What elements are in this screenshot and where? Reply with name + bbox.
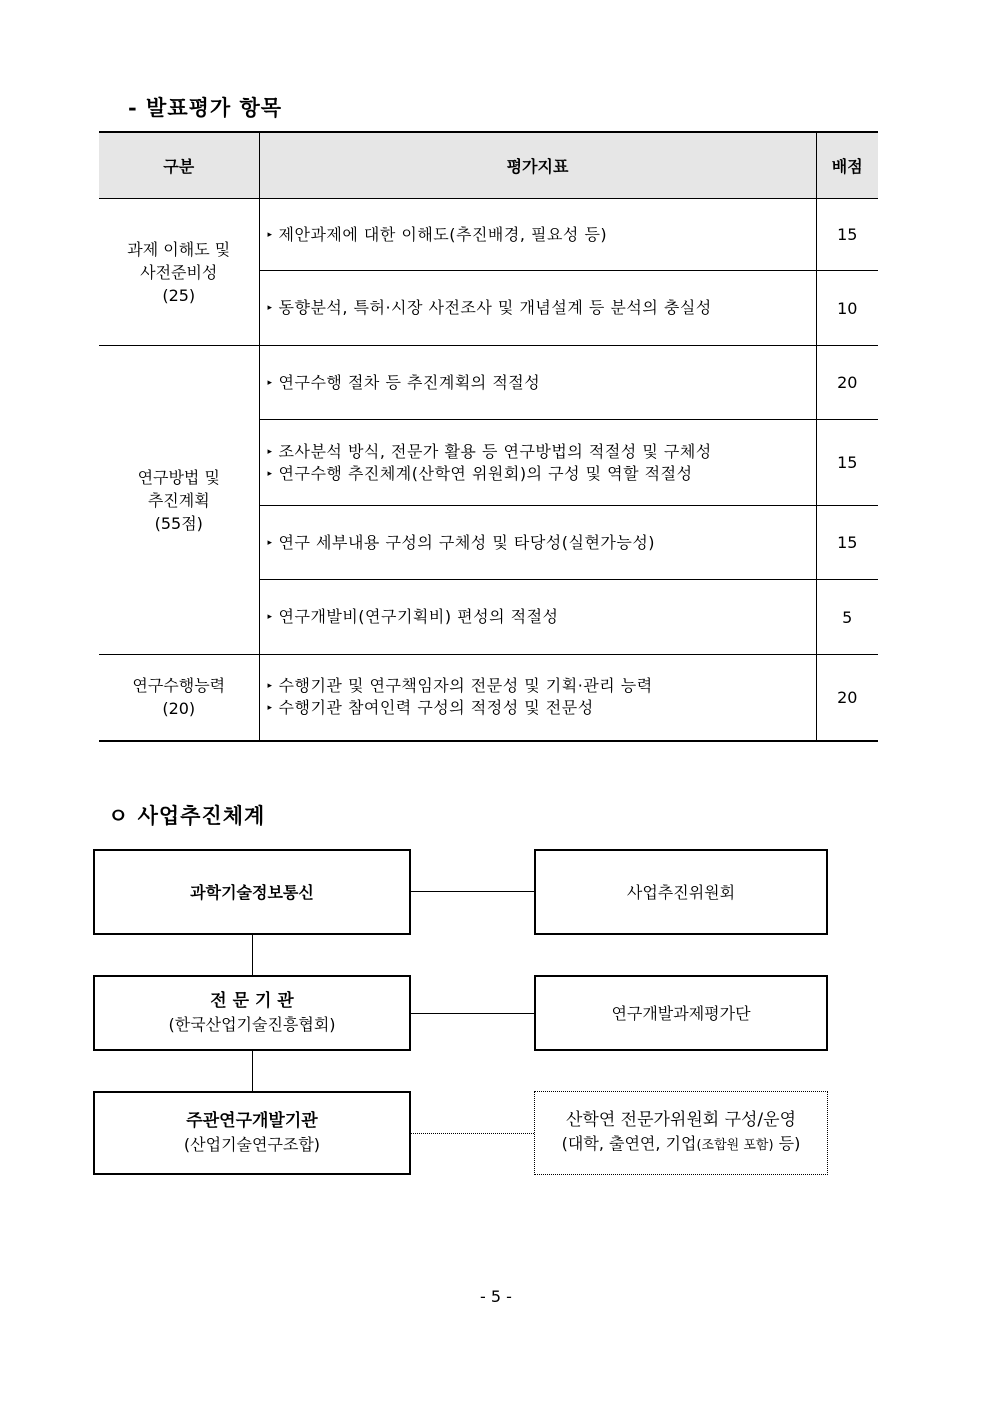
indicator-cell <box>259 346 816 420</box>
indicator-item <box>268 675 816 697</box>
section-title-org-structure: ㅇ 사업추진체계 <box>108 803 266 828</box>
indicator-text: 연구 세부내용 구성의 구체성 및 타당성(실현가능성) <box>278 532 656 552</box>
indicator-text: 수행기관 및 연구책임자의 전문성 및 기획·관리 능력 <box>278 676 653 696</box>
indicator-text: 연구수행 절차 등 추진계획의 적절성 <box>278 372 541 392</box>
category-text: (55점) <box>154 513 203 533</box>
box-committee-label: 사업추진위원회 <box>626 882 736 902</box>
expert-sub-text: 등) <box>773 1134 801 1153</box>
box-expert-committee <box>534 1091 828 1175</box>
box-lead-title: 주관연구개발기관 <box>186 1111 318 1131</box>
indicator-item <box>268 463 816 485</box>
indicator-cell <box>259 271 816 346</box>
indicator-item <box>268 441 816 463</box>
category-text: 과제 이해도 및 <box>127 239 231 259</box>
category-text: (25) <box>162 285 196 305</box>
table-row <box>99 346 878 420</box>
bullet-icon: ▸ <box>267 612 273 622</box>
indicator-item <box>268 297 816 319</box>
category-cell <box>99 346 259 655</box>
connector-line <box>252 1050 253 1092</box>
indicator-item <box>268 532 816 554</box>
category-cell <box>99 199 259 346</box>
score-cell: 15 <box>816 199 878 271</box>
indicator-item <box>268 606 816 628</box>
indicator-text: 연구수행 추진체계(산학연 위원회)의 구성 및 역할 적절성 <box>278 463 693 483</box>
bullet-icon: ▸ <box>267 468 273 479</box>
indicator-item <box>268 697 816 719</box>
connector-dotted-line <box>410 1133 534 1134</box>
indicator-cell <box>259 506 816 580</box>
indicator-text: 연구개발비(연구기획비) 편성의 적절성 <box>278 607 559 626</box>
indicator-text: 제안과제에 대한 이해도(추진배경, 필요성 등) <box>278 224 608 244</box>
evaluation-table <box>99 131 878 742</box>
indicator-cell <box>259 655 816 741</box>
bullet-icon: ▸ <box>267 703 273 714</box>
header-score: 배점 <box>816 132 878 199</box>
category-text: 연구수행능력 <box>132 676 226 696</box>
table-header-row <box>99 132 878 199</box>
score-cell: 5 <box>816 580 878 655</box>
indicator-cell <box>259 199 816 271</box>
indicator-text: 수행기관 참여인력 구성의 적정성 및 전문성 <box>278 698 594 718</box>
indicator-text: 조사분석 방식, 전문가 활용 등 연구방법의 적절성 및 구체성 <box>278 441 712 461</box>
box-lead-org <box>93 1091 411 1175</box>
box-eval-group-label: 연구개발과제평가단 <box>611 1003 751 1023</box>
box-agency <box>93 975 411 1051</box>
table-row <box>99 655 878 741</box>
indicator-item <box>268 224 816 246</box>
category-text: 연구방법 및 <box>137 467 220 487</box>
box-ministry <box>93 849 411 935</box>
box-expert-title: 산학연 전문가위원회 구성/운영 <box>565 1110 797 1130</box>
bullet-icon: ▸ <box>267 377 273 388</box>
indicator-cell <box>259 580 816 655</box>
header-indicator: 평가지표 <box>259 132 816 199</box>
score-cell: 10 <box>816 271 878 346</box>
connector-line <box>252 934 253 976</box>
expert-sub-text: (대학, 출연연, 기업 <box>561 1134 697 1153</box>
score-cell: 15 <box>816 506 878 580</box>
bullet-icon: ▸ <box>267 537 273 548</box>
box-expert-sub <box>562 1132 801 1157</box>
box-agency-sub: (한국산업기술진흥협회) <box>168 1015 336 1034</box>
box-committee <box>534 849 828 935</box>
box-ministry-label: 과학기술정보통신 <box>190 882 314 902</box>
category-text: 사전준비성 <box>140 262 218 282</box>
score-cell: 20 <box>816 655 878 741</box>
section-title-presentation-eval: - 발표평가 항목 <box>128 95 283 120</box>
indicator-text: 동향분석, 특허·시장 사전조사 및 개념설계 등 분석의 충실성 <box>278 298 712 317</box>
bullet-icon: ▸ <box>267 303 273 313</box>
category-cell <box>99 655 259 741</box>
box-agency-title: 전 문 기 관 <box>210 991 294 1011</box>
bullet-icon: ▸ <box>267 446 273 457</box>
header-category: 구분 <box>99 132 259 199</box>
score-cell: 15 <box>816 420 878 506</box>
bullet-icon: ▸ <box>267 681 273 692</box>
page-number: - 5 - <box>480 1287 512 1306</box>
bullet-icon: ▸ <box>267 229 273 240</box>
table-row <box>99 199 878 271</box>
indicator-item <box>268 372 816 394</box>
connector-line <box>410 1013 534 1014</box>
category-text: (20) <box>162 699 196 719</box>
category-text: 추진계획 <box>147 490 210 510</box>
box-lead-sub: (산업기술연구조합) <box>183 1135 321 1154</box>
expert-sub-small-text: (조합원 포함) <box>696 1138 774 1153</box>
score-cell: 20 <box>816 346 878 420</box>
indicator-cell <box>259 420 816 506</box>
box-eval-group <box>534 975 828 1051</box>
connector-line <box>410 891 534 892</box>
